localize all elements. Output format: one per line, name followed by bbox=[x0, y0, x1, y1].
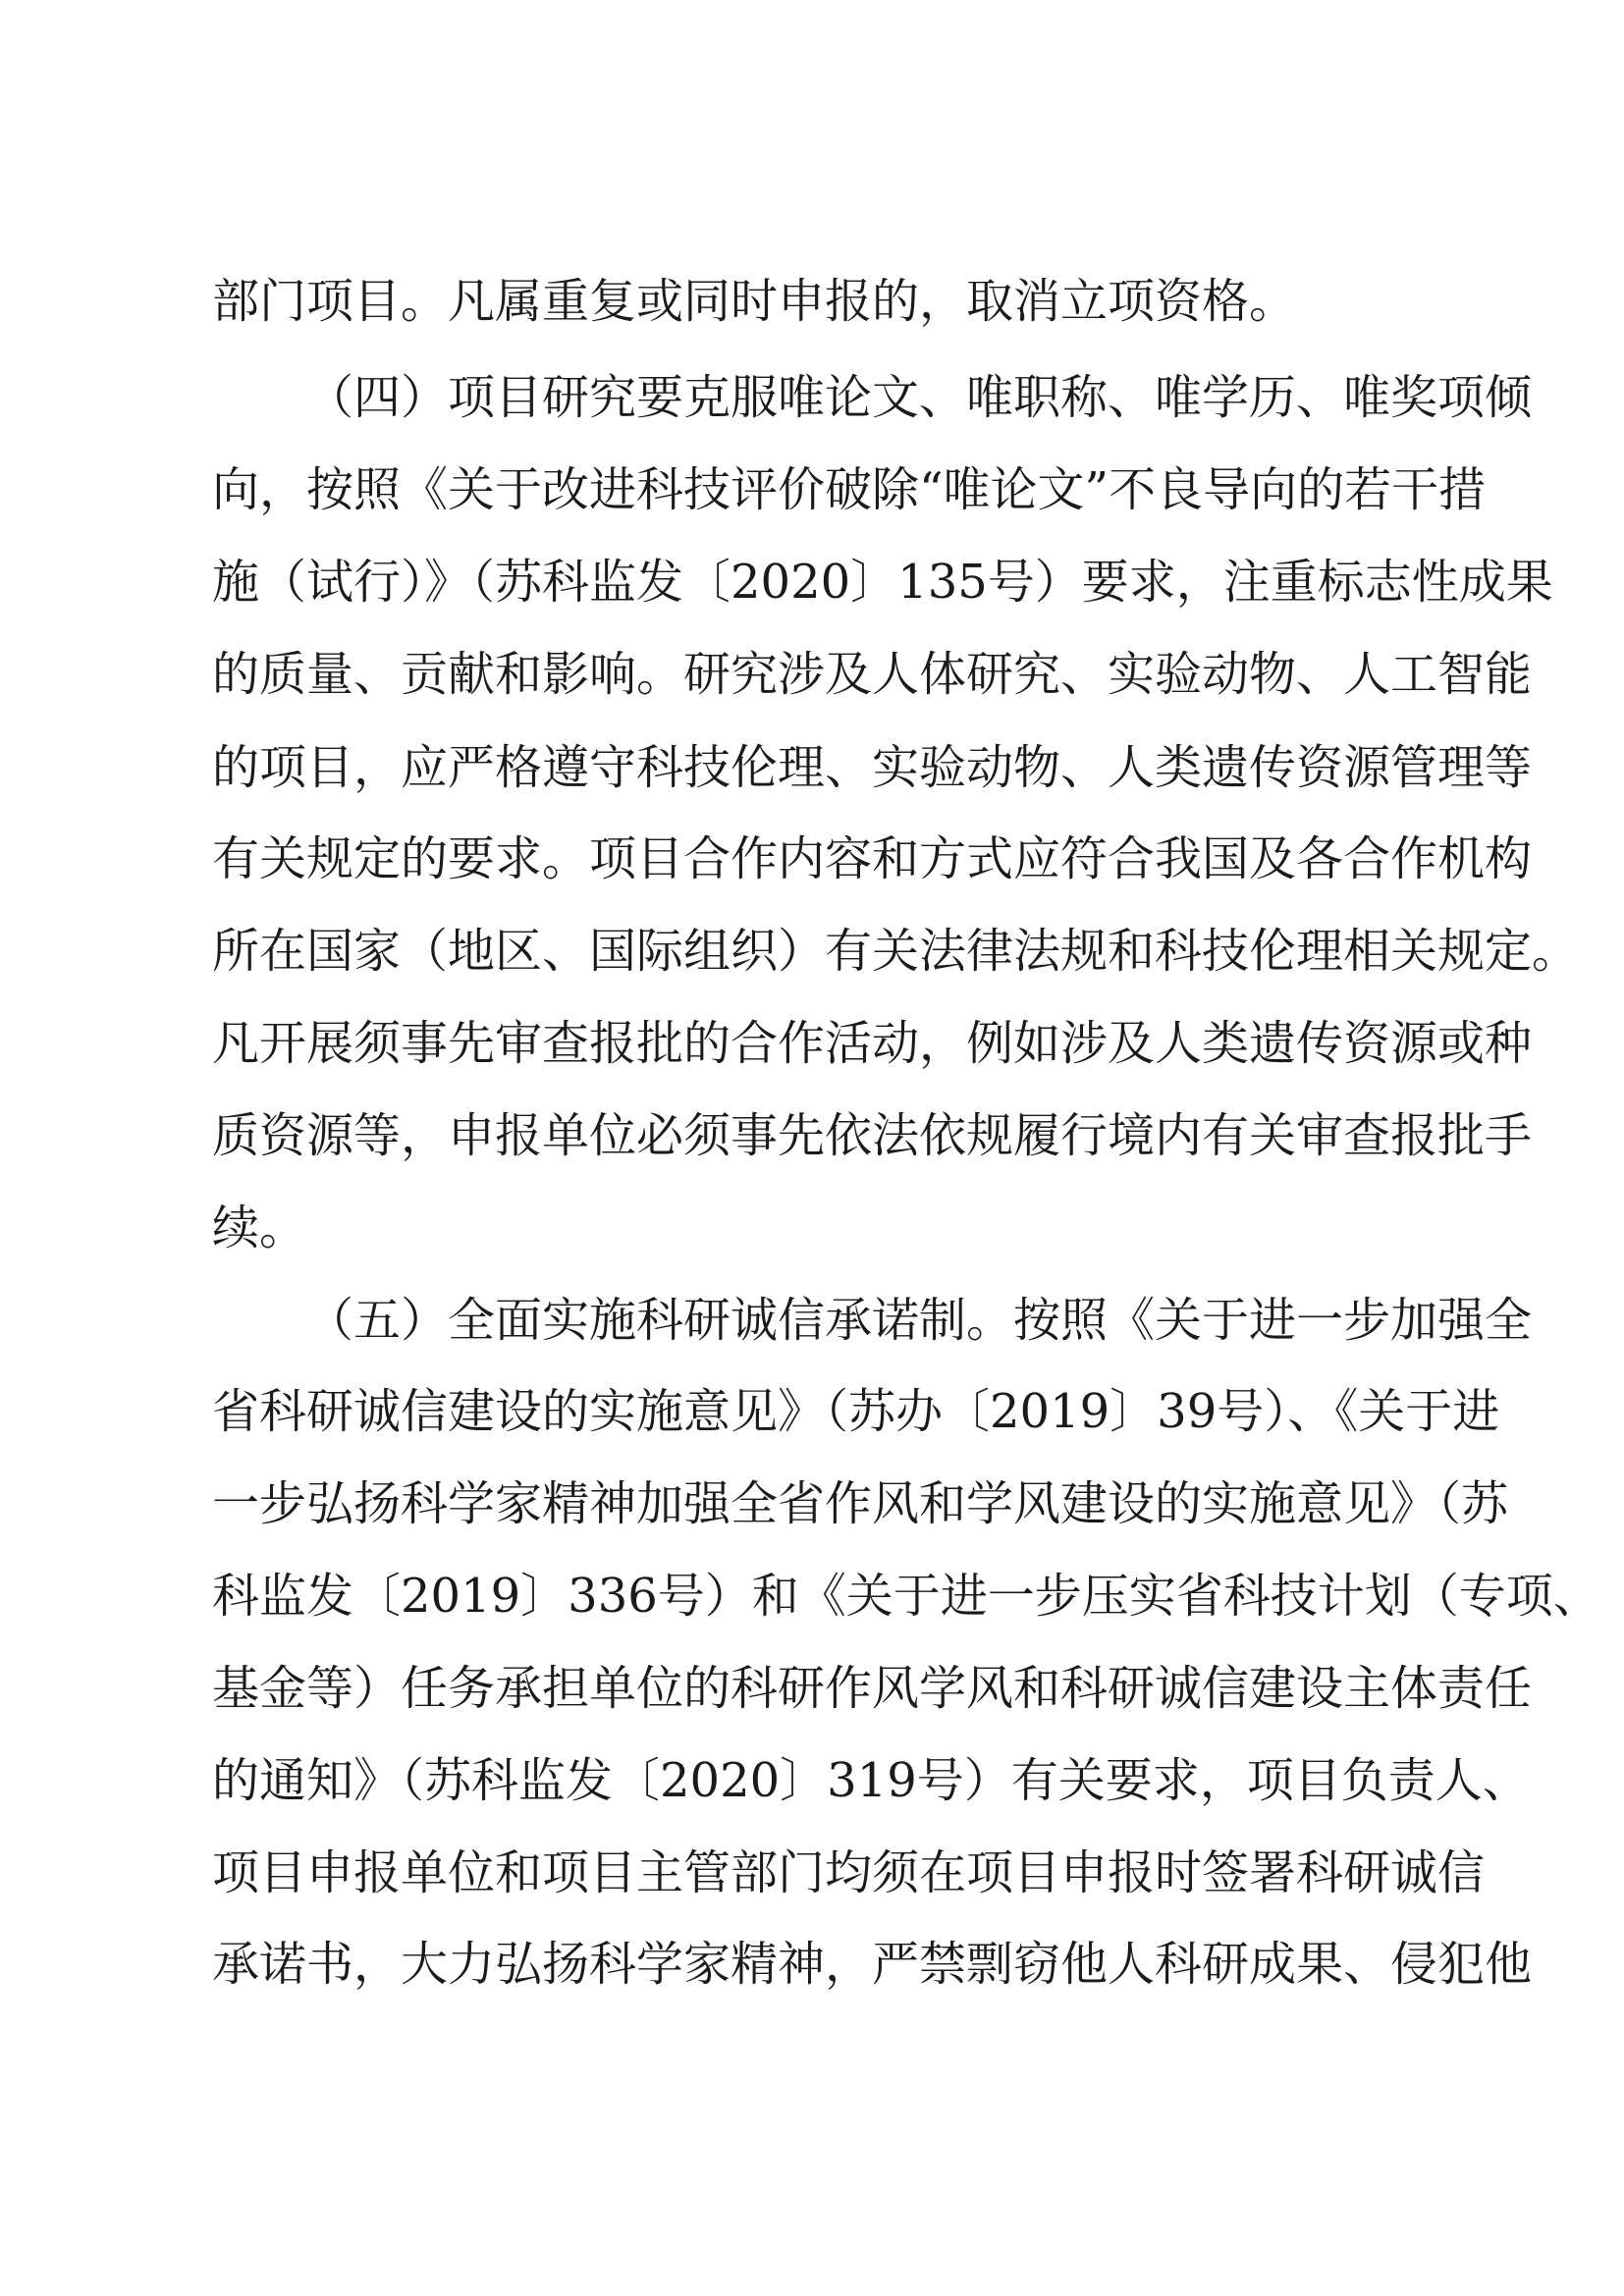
paragraph-line: 省科研诚信建设的实施意见》（苏办〔2019〕39号）、《关于进 bbox=[212, 1384, 1500, 1439]
paragraph-line: 有关规定的要求。项目合作内容和方式应符合我国及各合作机构 bbox=[212, 831, 1533, 886]
paragraph-line: 一步弘扬科学家精神加强全省作风和学风建设的实施意见》（苏 bbox=[212, 1476, 1509, 1531]
paragraph-line: （五）全面实施科研诚信承诺制。按照《关于进一步加强全 bbox=[306, 1293, 1533, 1348]
paragraph-line: 质资源等，申报单位必须事先依法依规履行境内有关审查报批手 bbox=[212, 1108, 1533, 1163]
paragraph-line: 凡开展须事先审查报批的合作活动，例如涉及人类遗传资源或种 bbox=[212, 1016, 1533, 1071]
paragraph-line: （四）项目研究要克服唯论文、唯职称、唯学历、唯奖项倾 bbox=[306, 370, 1533, 425]
paragraph-line: 向，按照《关于改进科技评价破除“唯论文”不良导向的若干措 bbox=[212, 462, 1487, 517]
paragraph-line: 项目申报单位和项目主管部门均须在项目申报时签署科研诚信 bbox=[212, 1845, 1486, 1900]
paragraph-line: 的质量、贡献和影响。研究涉及人体研究、实验动物、人工智能 bbox=[212, 647, 1533, 702]
paragraph-line: 部门项目。凡属重复或同时申报的，取消立项资格。 bbox=[212, 274, 1297, 329]
paragraph-line: 基金等）任务承担单位的科研作风学风和科研诚信建设主体责任 bbox=[212, 1661, 1533, 1716]
paragraph-line: 所在国家（地区、国际组织）有关法律法规和科技伦理相关规定。 bbox=[212, 924, 1580, 979]
paragraph-line: 施（试行）》（苏科监发〔2020〕135号）要求，注重标志性成果 bbox=[212, 555, 1553, 610]
paragraph-line: 承诺书，大力弘扬科学家精神，严禁剽窃他人科研成果、侵犯他 bbox=[212, 1937, 1533, 1992]
paragraph-line: 续。 bbox=[212, 1201, 307, 1255]
paragraph-line: 的项目，应严格遵守科技伦理、实验动物、人类遗传资源管理等 bbox=[212, 740, 1533, 795]
paragraph-line: 科监发〔2019〕336号）和《关于进一步压实省科技计划（专项、 bbox=[212, 1569, 1600, 1624]
paragraph-line: 的通知》（苏科监发〔2020〕319号）有关要求，项目负责人、 bbox=[212, 1753, 1530, 1808]
